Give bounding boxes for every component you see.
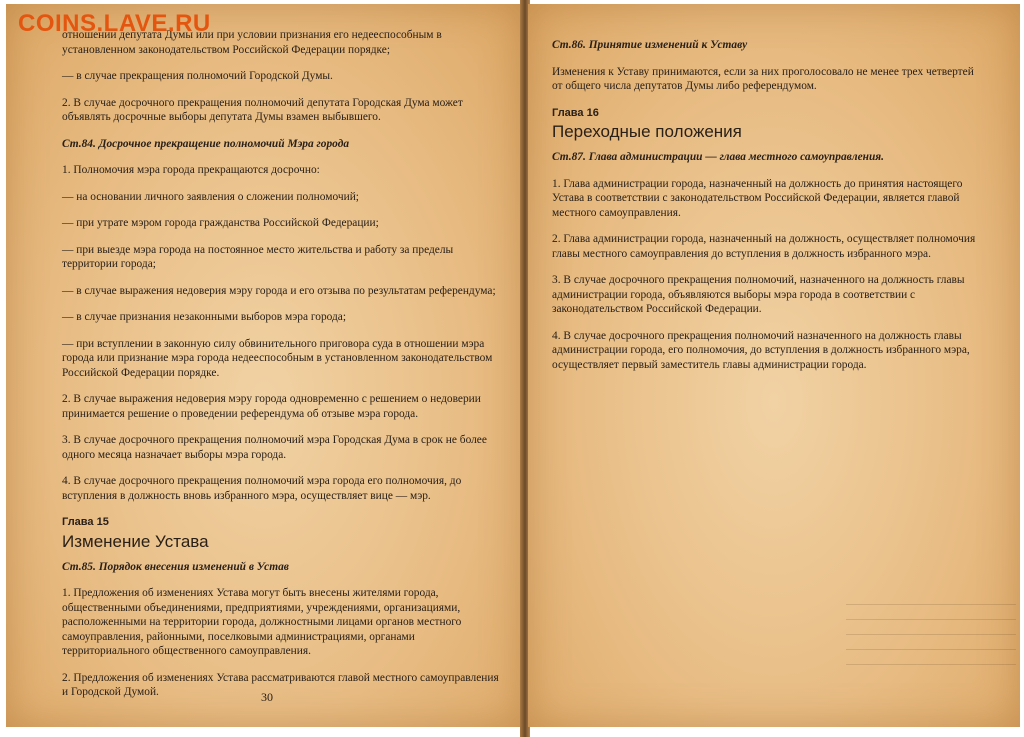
paragraph: 2. Предложения об изменениях Устава рассматриваются главой местного самоуправления и Городской Думой. — [62, 671, 499, 698]
paragraph: — при утрате мэром города гражданства Российской Федерации; — [62, 217, 379, 229]
watermark: COINS.LAVE.RU — [18, 10, 211, 37]
paragraph: 3. В случае досрочного прекращения полномочий мэра Городская Дума в срок не более одного месяца назначает выборы мэра города. — [62, 434, 487, 461]
right-page-text — [552, 38, 982, 384]
article-86-heading: Ст.86. Принятие изменений к Уставу — [552, 39, 748, 51]
chapter-16-number: Глава 16 — [552, 106, 599, 119]
chapter-15-title: Изменение Устава — [62, 531, 209, 551]
chapter-15-number: Глава 15 — [62, 516, 109, 528]
article-85-heading: Ст.85. Порядок внесения изменений в Устав — [62, 560, 289, 573]
paragraph: — на основании личного заявления о сложении полномочий; — [62, 190, 359, 203]
paragraph: — в случае прекращения полномочий Городской Думы. — [62, 70, 333, 82]
paragraph: 1. Предложения об изменениях Устава могут быть внесены жителями города, общественными объединениями, предприятиями, учреждениями, организациями, расположенными на территории города, должностными лицами органов местного самоуправления, районными, поселковыми администрациями, органами территориального общественного самоуправления. — [62, 587, 462, 657]
paragraph: отношении депутата Думы или при условии признания его недееспособным в установленном законодательством Российской Федерации порядке; — [62, 29, 442, 56]
paragraph: 1. Полномочия мэра города прекращаются досрочно: — [62, 164, 320, 176]
chapter-16-title: Переходные положения — [552, 122, 742, 141]
paragraph: 4. В случае досрочного прекращения полномочий мэра города его полномочия, до вступления в должность вновь избранного мэра, осуществляет вице — мэр. — [62, 475, 462, 502]
paragraph: — при выезде мэра города на постоянное место жительства и работу за пределы территории города; — [62, 243, 454, 270]
paragraph: 2. В случае досрочного прекращения полномочий депутата Городская Дума может объявлять досрочные выборы депутата Думы взамен выбывшего. — [62, 96, 463, 123]
paragraph: 1. Глава администрации города, назначенный на должность до принятия настоящего Устава в соответствии с законодательством Российской Федерации, является главой местного самоуправления. — [552, 177, 963, 219]
paragraph: 3. В случае досрочного прекращения полномочий, назначенного на должность главы администрации города, объявляются выборы мэра города в соответствии с законодательством Российской Федерации. — [552, 274, 965, 315]
paragraph: — в случае признания незаконными выборов мэра города; — [62, 311, 347, 323]
paragraph: — в случае выражения недоверия мэру города и его отзыва по результатам референдума; — [62, 284, 496, 297]
right-page — [528, 4, 1020, 727]
paragraph: 2. В случае выражения недоверия мэру города одновременно с решением о недоверии принимается решение о проведении референдума об отзыве мэра города. — [62, 393, 481, 420]
paragraph: 4. В случае досрочного прекращения полномочий назначенного на должность главы администрации города, его полномочия, до вступления в должность избранного мэра, осуществляет первый заместитель главы администрации города. — [552, 329, 970, 371]
article-87-heading: Ст.87. Глава администрации — глава местного самоуправления. — [552, 151, 885, 163]
left-page-text — [62, 28, 502, 712]
article-84-heading: Ст.84. Досрочное прекращение полномочий Мэра города — [62, 137, 350, 150]
bleed-through-text — [846, 604, 1016, 675]
paragraph: 2. Глава администрации города, назначенный на должность, осуществляет полномочия главы местного самоуправления до вступления в должность избранного мэра. — [552, 233, 976, 260]
page-number: 30 — [261, 690, 273, 704]
left-page — [6, 4, 522, 727]
paragraph: Изменения к Уставу принимаются, если за них проголосовало не менее трех четвертей от общего числа депутатов Думы либо референдумом. — [552, 65, 974, 92]
paragraph: — при вступлении в законную силу обвинительного приговора суда в отношении мэра города или признание мэра города недееспособным в установленном законодательством Российской Федерации порядке. — [62, 337, 493, 379]
